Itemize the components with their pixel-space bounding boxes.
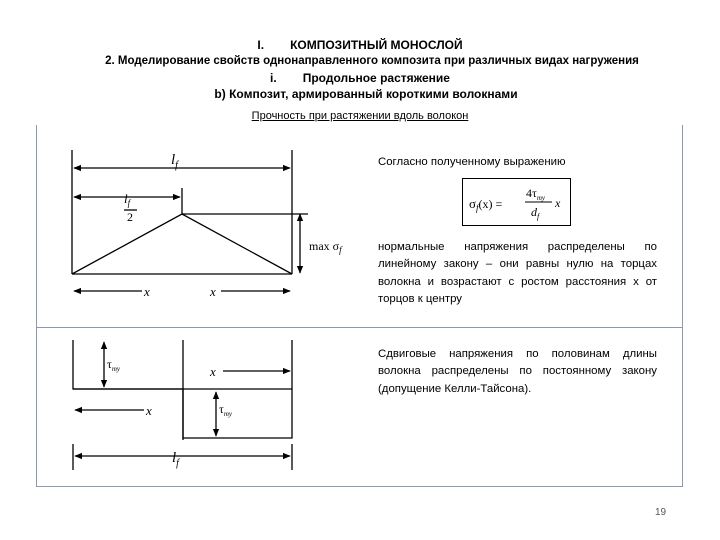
max-stress-label: $\max \sigma_f$ bbox=[309, 239, 342, 255]
x-label-lower: x bbox=[146, 403, 152, 418]
item-title: Продольное растяжение bbox=[302, 71, 450, 85]
lf-bottom-label: $l_f$ bbox=[172, 450, 179, 469]
tau-lower-label: $\tau_{my}$ bbox=[219, 402, 232, 418]
section-number: I. bbox=[257, 38, 265, 52]
item-number: i. bbox=[270, 71, 277, 85]
page-number: 19 bbox=[655, 507, 667, 518]
formula-denominator: $d_f$ bbox=[531, 205, 540, 221]
subitem-heading: b) Композит, армированный короткими волокнами bbox=[214, 87, 518, 101]
formula-variable: x bbox=[555, 196, 561, 210]
formula-numerator: $4\tau_{my}$ bbox=[526, 186, 545, 202]
section-title: КОМПОЗИТНЫЙ МОНОСЛОЙ bbox=[290, 38, 463, 52]
x-label-right: x bbox=[210, 284, 216, 299]
half-length-denominator: 2 bbox=[127, 210, 133, 224]
tau-upper-label: $\tau_{my}$ bbox=[107, 357, 120, 373]
x-label-left: x bbox=[144, 284, 150, 299]
shear-stress-text: Сдвиговые напряжения по половинам длины волокна распределены по постоянному закону (допущение Келли-Тайсона). bbox=[378, 348, 657, 395]
x-label-upper: x bbox=[210, 364, 216, 379]
normal-stress-text: нормальные напряжения распределены по линейному закону – они равны нулю на торцах волокна и возрастают с ростом расстояния x от торцов к центру bbox=[378, 241, 657, 306]
topic-text: Прочность при растяжении вдоль волокон bbox=[251, 110, 469, 122]
shear-step-upper bbox=[73, 340, 183, 389]
stress-formula bbox=[463, 179, 570, 225]
normal-stress-triangle bbox=[72, 214, 292, 274]
half-length-numerator: $l_f$ bbox=[124, 191, 131, 208]
lf-label: $l_f$ bbox=[171, 152, 178, 171]
formula-lhs: $\sigma_f(x)$ = bbox=[469, 196, 503, 213]
stress-formula-box bbox=[462, 178, 571, 226]
subtitle: 2. Моделирование свойств однонаправленного композита при различных видах нагружения bbox=[105, 55, 639, 67]
intro-text: Согласно полученному выражению bbox=[378, 156, 566, 168]
